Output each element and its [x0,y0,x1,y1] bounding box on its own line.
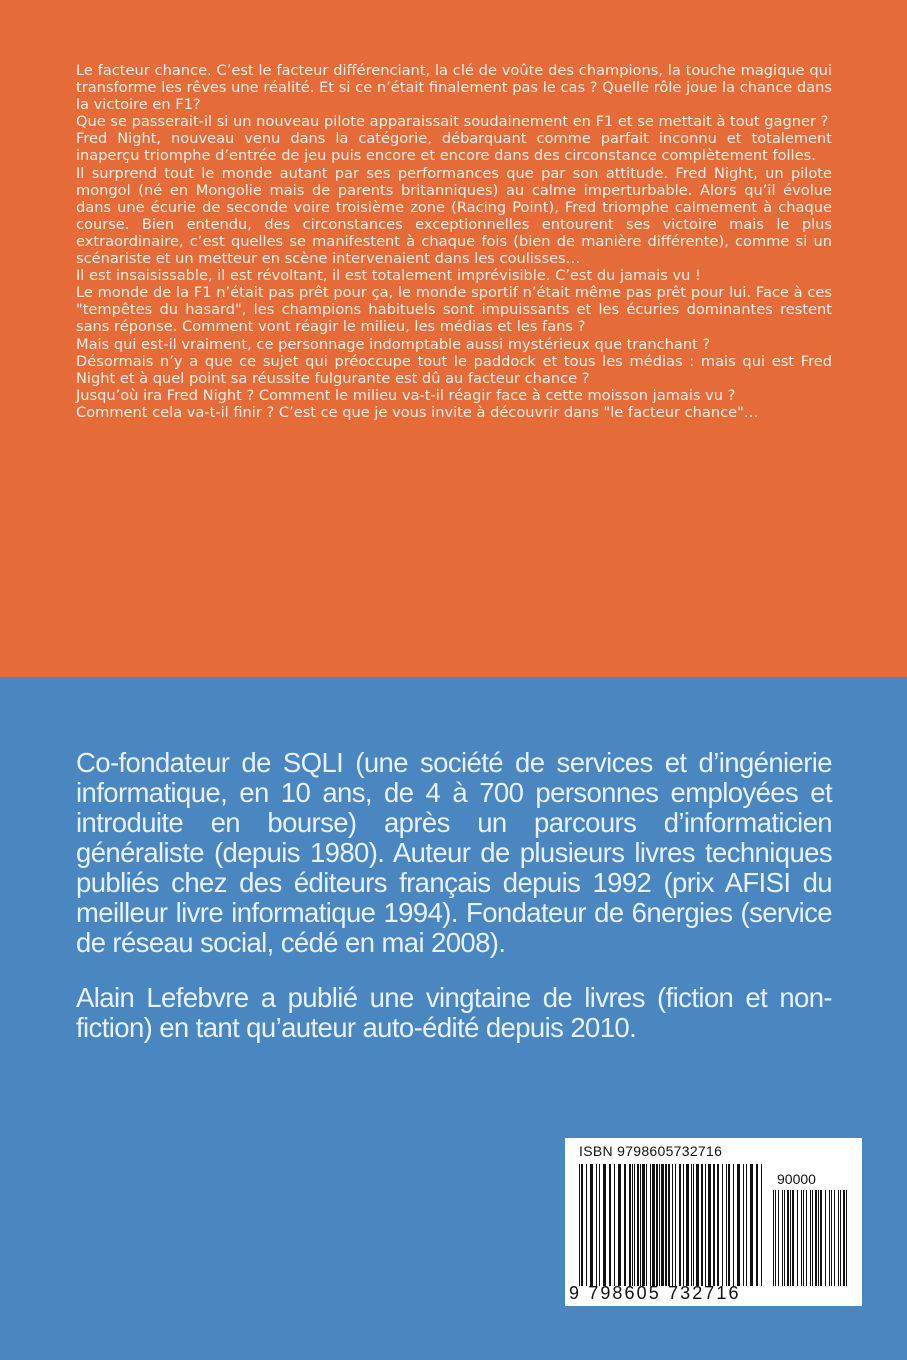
blurb-paragraph: Que se passerait-il si un nouveau pilote apparaissait soudainement en F1 et se mettait à tout gagner ? [76,113,829,131]
ean-digits: 9 798605 732716 [569,1283,741,1303]
barcode-bar [629,1164,631,1286]
barcode-bar [590,1164,593,1286]
barcode-bar [705,1164,706,1286]
isbn-label: ISBN 9798605732716 [579,1143,723,1159]
book-blurb [76,62,832,421]
barcode-bar [672,1164,673,1286]
barcode-bar [829,1190,830,1286]
barcode-bar [652,1164,655,1286]
barcode-bar [701,1164,703,1286]
barcode-bar [693,1164,694,1286]
barcode-bar [775,1190,776,1286]
barcode-bar [792,1190,794,1286]
blurb-paragraph: Désormais n’y a que ce sujet qui préoccupe tout le paddock et tous les médias : mais qui est Fred Night et à quel point sa réussite fulgurante est dû au facteur chance ? [76,352,832,387]
barcode-bar [722,1164,723,1286]
barcode-bar [665,1164,667,1286]
barcode-bar [586,1164,587,1286]
barcode-bar [743,1164,744,1286]
barcode-bar [686,1164,689,1286]
barcode-bar [825,1190,826,1286]
barcode-bar [737,1164,740,1286]
barcode-bar [599,1164,600,1286]
blurb-paragraph: Le facteur chance. C’est le facteur différenciant, la clé de voûte des champions, la touche magique qui transforme les rêves une réalité. Et si ce n’était finalement pas le cas ? Quelle rôle joue la chance dans la victoire en F1? [76,62,832,114]
barcode-bar [650,1164,651,1286]
barcode-bar [838,1190,839,1286]
author-bio [76,748,832,1043]
barcode-bar [790,1190,791,1286]
barcode-bar [726,1164,727,1286]
barcode-bar [624,1164,626,1286]
barcode-bar [609,1164,611,1286]
blurb-paragraph: Le monde de la F1 n’était pas prêt pour ça, le monde sportif n’était même pas prêt pour lui. Face à ces "tempêtes du hasard", les champions habituels sont impuissants et les écuries dominantes restent sans réponse. Comment vont réagir le milieu, les médias et les fans ? [76,284,832,336]
barcode-bar [840,1190,841,1286]
barcode-bar [778,1190,779,1286]
barcode-bar [773,1190,774,1286]
blurb-panel [0,0,907,677]
isbn-barcode [565,1138,862,1306]
barcode-bar [679,1164,681,1286]
barcode-bar [787,1190,789,1286]
barcode-bar [782,1190,783,1286]
barcode-bar [843,1190,845,1286]
price-code: 90000 [777,1171,816,1187]
barcode-bar [728,1164,730,1286]
blurb-paragraph: Mais qui est-il vraiment, ce personnage indomptable aussi mystérieux que tranchant ? [76,335,711,353]
barcode-bar [603,1164,606,1286]
barcode-bar [797,1190,798,1286]
barcode-bar [634,1164,635,1286]
blurb-paragraph: Comment cela va-t-il finir ? C’est ce que je vous invite à découvrir dans "le facteur chance"… [76,403,759,421]
barcode-bar [656,1164,658,1286]
barcode-bar [632,1164,633,1286]
barcode-bar [708,1164,711,1286]
barcode-bar [761,1164,762,1286]
barcode-bar [668,1164,670,1286]
barcode-bar [812,1190,813,1286]
barcode-bar [810,1190,811,1286]
barcode-bar [579,1164,580,1286]
barcode-bar [820,1190,822,1286]
barcode-bar [691,1164,692,1286]
barcode-bar [659,1164,660,1286]
barcode-bar [683,1164,684,1286]
barcode-bar [661,1164,664,1286]
barcode-bar [646,1164,647,1286]
barcode-bar [834,1190,835,1286]
barcode-bar [756,1164,758,1286]
barcode-bar [614,1164,615,1286]
barcode-bar [846,1190,847,1286]
author-bio-paragraph: Alain Lefebvre a publié une vingtaine de livres (fiction et non-fiction) en tant qu’auteur auto-édité depuis 2010. [76,982,832,1043]
barcode-bar [818,1190,819,1286]
barcode-bar [831,1190,832,1286]
barcode-bar [746,1164,747,1286]
barcode-bar [750,1164,753,1286]
barcode-bar [637,1164,639,1286]
author-bio-paragraph: Co-fondateur de SQLI (une société de services et d’ingénierie informatique, en 10 ans, de 4 à 700 personnes employées et introduite en bourse) après un parcours d’informaticien généraliste (depuis 1980). Auteur de plusieurs livres techniques publiés chez des éditeurs français depuis 1992 (prix AFISI du meilleur livre informatique 1994). Fondateur de 6nergies (service de réseau social, cédé en mai 2008). [76,747,832,958]
barcode-bar [640,1164,641,1286]
barcode-bar [733,1164,734,1286]
barcode-bar [596,1164,597,1286]
barcode-bar [801,1190,802,1286]
blurb-paragraph: Jusqu’où ira Fred Night ? Comment le milieu va-t-il réagir face à cette moisson jamais vu ? [76,386,736,404]
addon-barcode-bars [773,1190,849,1286]
barcode-bar [618,1164,621,1286]
barcode-bar [803,1190,804,1286]
blurb-paragraph: Fred Night, nouveau venu dans la catégorie, débarquant comme parfait inconnu et totalement inaperçu triomphe d’entrée de jeu puis encore et encore dans des circonstance complètement folles. [76,130,832,165]
barcode-bar [717,1164,719,1286]
blurb-paragraph: Il surprend tout le monde autant par ses performances que par son attitude. Fred Night, un pilote mongol (né en Mongolie mais de parents britanniques) au calme imperturbable. Alors qu’il évolue dans une écurie de seconde voire troisième zone (Racing Point), Fred triomphe calmement à chaque course. Bien entendu, des circonstances exceptionnelles entourent ses victoire mais le plus extraordinaire, c’est quelles se manifestent à chaque fois (bien de manière différente), comme si un scénariste et un metteur en scène intervenaient dans les coulisses… [76,164,832,268]
blurb-paragraph: Il est insaisissable, il est révoltant, il est totalement imprévisible. C’est du jamais vu ! [76,267,701,285]
barcode-bar [815,1190,817,1286]
barcode-bar [713,1164,715,1286]
barcode-bar [675,1164,676,1286]
barcode-bar [806,1190,807,1286]
barcode-bar [696,1164,699,1286]
ean-barcode-bars [579,1164,765,1286]
barcode-bar [784,1190,785,1286]
barcode-bar [642,1164,645,1286]
barcode-bar [581,1164,583,1286]
